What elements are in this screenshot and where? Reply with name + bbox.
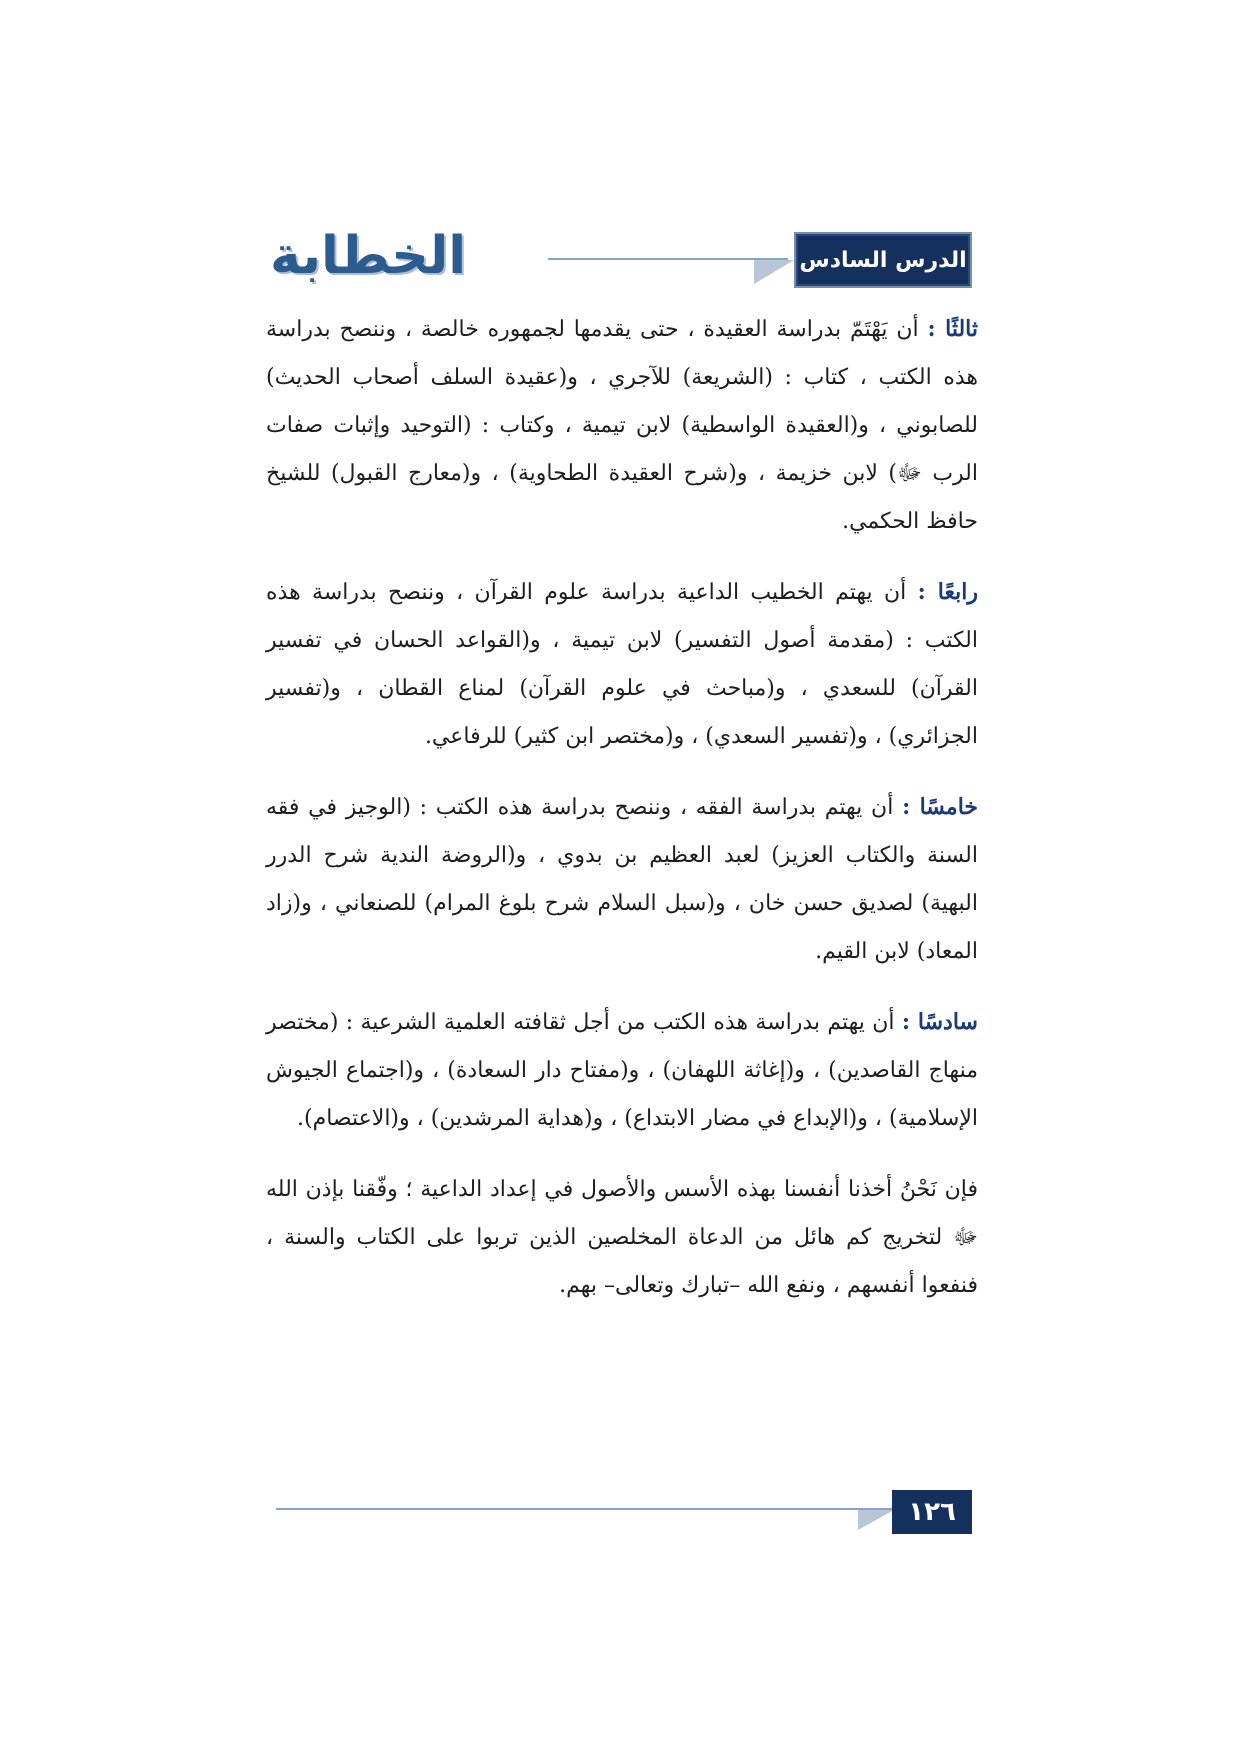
paragraph-text: أن يهتم بدراسة الفقه ، وننصح بدراسة هذه الكتب : (الوجيز في فقه السنة والكتاب العزيز) لعبد العظيم بن بدوي ، و(الروضة الندية شرح الدرر البهية) لصديق حسن خان ، و(سبل السلام شرح بلوغ المرام) للصنعاني ، و(زاد المعاد) لابن القيم.: [266, 795, 978, 964]
paragraph-conclusion: [266, 1165, 978, 1310]
paragraph-lead: رابعًا :: [917, 579, 978, 605]
paragraph-text: فإن نَحْنُ أخذنا أنفسنا بهذه الأسس والأصول في إعداد الداعية ؛ وفّقنا بإذن الله ﷻ لتخريج كم هائل من الدعاة المخلصين الذين تربوا على الكتاب والسنة ، فنفعوا أنفسهم ، ونفع الله –تبارك وتعالى– بهم.: [266, 1177, 978, 1298]
paragraph-third: [266, 305, 978, 546]
paragraph-text: أن يهتم بدراسة هذه الكتب من أجل ثقافته العلمية الشرعية : (مختصر منهاج القاصدين) ، و(إغاثة اللهفان) ، و(مفتاح دار السعادة) ، و(اجتماع الجيوش الإسلامية) ، و(الإبداع في مضار الابتداع) ، و(هداية المرشدين) ، و(الاعتصام).: [266, 1010, 978, 1131]
page-number-box: [892, 1490, 972, 1534]
header-divider-wedge: [754, 260, 794, 284]
lesson-label-box: [794, 232, 972, 288]
page-body: [266, 305, 978, 1405]
paragraph-fifth: [266, 783, 978, 976]
paragraph-lead: سادسًا :: [901, 1009, 978, 1035]
book-title: الخطابة: [270, 226, 467, 286]
paragraph-text: أن يَهْتَمّ بدراسة العقيدة ، حتى يقدمها لجمهوره خالصة ، وننصح بدراسة هذه الكتب ، كتاب : (الشريعة) للآجري ، و(عقيدة السلف أصحاب الحديث) للصابوني ، و(العقيدة الواسطية) لابن تيمية ، وكتاب : (التوحيد وإثبات صفات الرب ﷻ) لابن خزيمة ، و(شرح العقيدة الطحاوية) ، و(معارج القبول) للشيخ حافظ الحكمي.: [266, 317, 978, 534]
page-header: [270, 226, 972, 292]
header-divider: [548, 258, 788, 260]
paragraph-lead: خامسًا :: [902, 794, 979, 820]
footer-divider: [276, 1508, 892, 1510]
page-number: ١٢٦: [908, 1497, 956, 1527]
paragraph-fourth: [266, 568, 978, 761]
paragraph-text: أن يهتم الخطيب الداعية بدراسة علوم القرآن ، وننصح بدراسة هذه الكتب : (مقدمة أصول التفسير) لابن تيمية ، و(القواعد الحسان في تفسير القرآن) للسعدي ، و(مباحث في علوم القرآن) لمناع القطان ، و(تفسير الجزائري) ، و(تفسير السعدي) ، و(مختصر ابن كثير) للرفاعي.: [266, 580, 978, 749]
paragraph-lead: ثالثًا :: [927, 316, 978, 342]
lesson-label: الدرس السادس: [799, 247, 967, 273]
paragraph-sixth: [266, 998, 978, 1143]
page-footer: [276, 1490, 972, 1534]
footer-divider-wedge: [858, 1510, 894, 1530]
